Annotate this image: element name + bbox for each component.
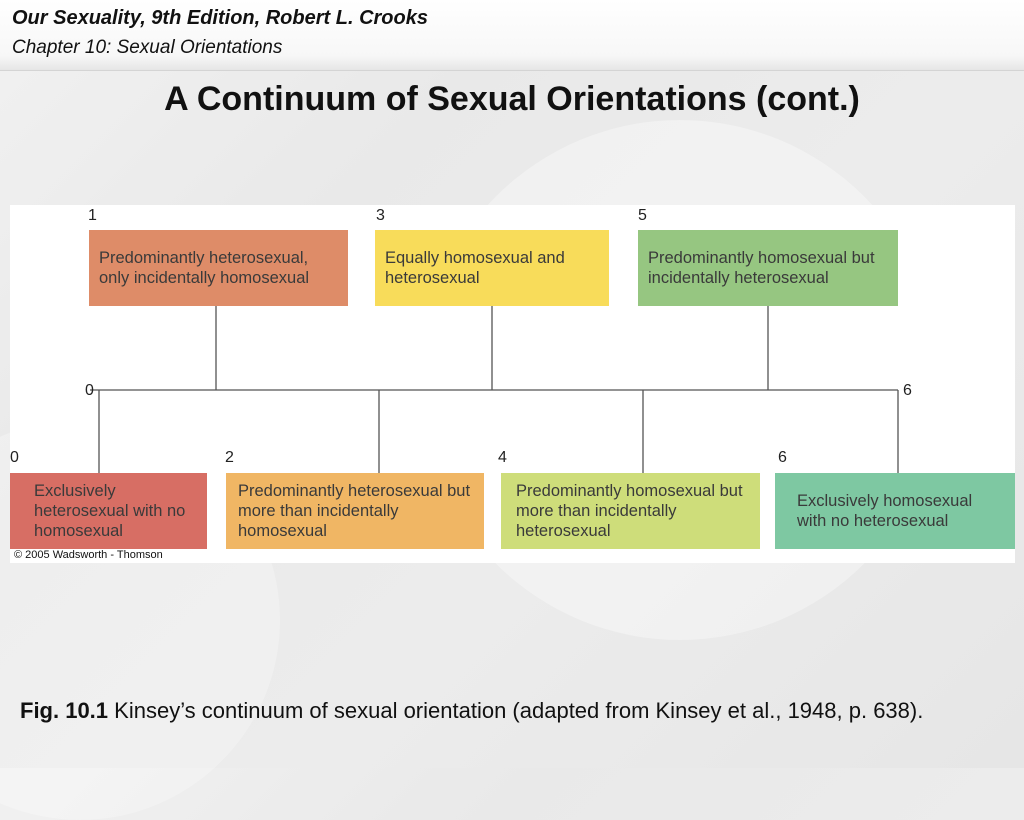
figure-caption bbox=[20, 695, 1010, 726]
book-title: Our Sexuality, 9th Edition, Robert L. Crooks bbox=[12, 7, 428, 29]
box-rating-3 bbox=[375, 230, 609, 306]
box-rating-4 bbox=[501, 473, 760, 549]
figure-caption-text: Kinsey’s continuum of sexual orientation (adapted from Kinsey et al., 1948, p. 638). bbox=[108, 698, 924, 723]
scale-left-label: 0 bbox=[85, 382, 94, 399]
box-rating-1-text: Predominantly heterosexual, only incidentally homosexual bbox=[99, 249, 310, 287]
copyright-notice: © 2005 Wadsworth - Thomson bbox=[14, 549, 163, 561]
scale-right-label: 6 bbox=[903, 382, 912, 399]
kinsey-number-4: 4 bbox=[498, 449, 507, 466]
box-rating-0-text: Exclusively heterosexual with no homosexual bbox=[34, 482, 186, 540]
box-rating-0 bbox=[10, 473, 207, 549]
kinsey-number-3: 3 bbox=[376, 207, 385, 224]
box-rating-6 bbox=[775, 473, 1015, 549]
slide-title: A Continuum of Sexual Orientations (cont.) bbox=[164, 80, 860, 118]
box-rating-2-text: Predominantly heterosexual but more than incidentally homosexual bbox=[238, 482, 471, 540]
box-rating-3-text: Equally homosexual and heterosexual bbox=[385, 249, 565, 287]
kinsey-scale-diagram bbox=[10, 205, 1015, 563]
kinsey-number-2: 2 bbox=[225, 449, 234, 466]
box-rating-5 bbox=[638, 230, 898, 306]
box-rating-1 bbox=[89, 230, 348, 306]
figure-label: Fig. 10.1 bbox=[20, 698, 109, 723]
kinsey-number-0: 0 bbox=[10, 449, 19, 466]
box-rating-2 bbox=[226, 473, 484, 549]
kinsey-number-1: 1 bbox=[88, 207, 97, 224]
box-rating-5-text: Predominantly homosexual but incidentally heterosexual bbox=[648, 249, 875, 287]
slide-header bbox=[0, 0, 1024, 71]
box-rating-4-text: Predominantly homosexual but more than incidentally heterosexual bbox=[516, 482, 743, 540]
kinsey-number-5: 5 bbox=[638, 207, 647, 224]
kinsey-number-6: 6 bbox=[778, 449, 787, 466]
box-rating-6-text: Exclusively homosexual with no heterosexual bbox=[797, 492, 973, 530]
chapter-title: Chapter 10: Sexual Orientations bbox=[12, 37, 283, 58]
